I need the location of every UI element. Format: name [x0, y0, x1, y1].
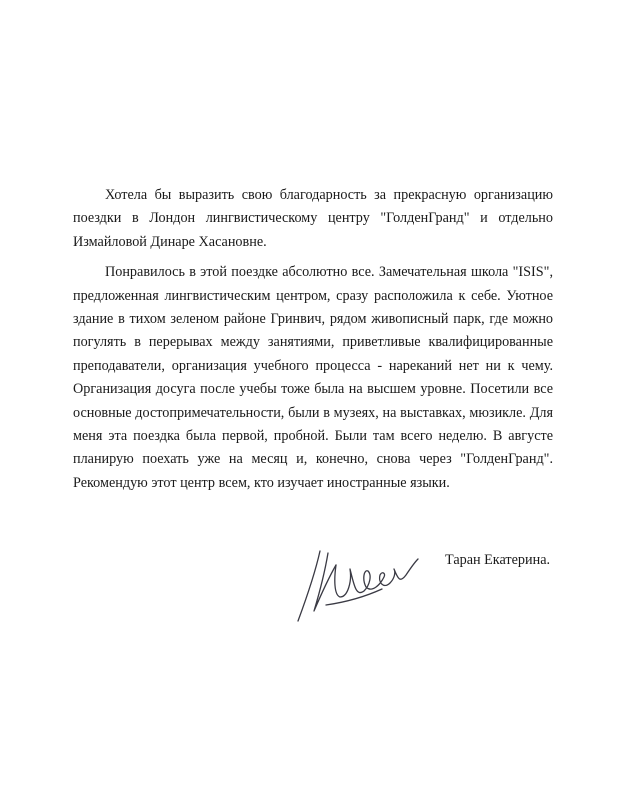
- handwritten-signature: [290, 539, 420, 629]
- letter-body: [73, 184, 553, 502]
- signature-block: [290, 535, 590, 635]
- signer-name: Таран Екатерина.: [445, 552, 551, 568]
- letter-paragraph-review: Понравилось в этой поездке абсолютно все. Замечательная школа "ISIS", предложенная лингвистическим центром, сразу расположила к себе. Уютное здание в тихом зеленом районе Гринвич, рядом живописный парк, где можно погулять в перерывах между занятиями, приветливые квалифицированные преподаватели, организация учебного процесса - нареканий нет ни к чему. Организация досуга после учебы тоже была на высшем уровне. Посетили все основные достопримечательности, были в музеях, на выставках, мюзикле. Для меня эта поездка была первой, пробной. Были там всего неделю. В августе планирую поехать уже на месяц и, конечно, снова через "ГолденГранд". Рекомендую этот центр всем, кто изучает иностранные языки.: [73, 264, 553, 491]
- letter-paragraph-gratitude: Хотела бы выразить свою благодарность за прекрасную организацию поездки в Лондон лингвистическому центру "ГолденГранд" и отдельно Измайловой Динаре Хасановне.: [73, 187, 553, 250]
